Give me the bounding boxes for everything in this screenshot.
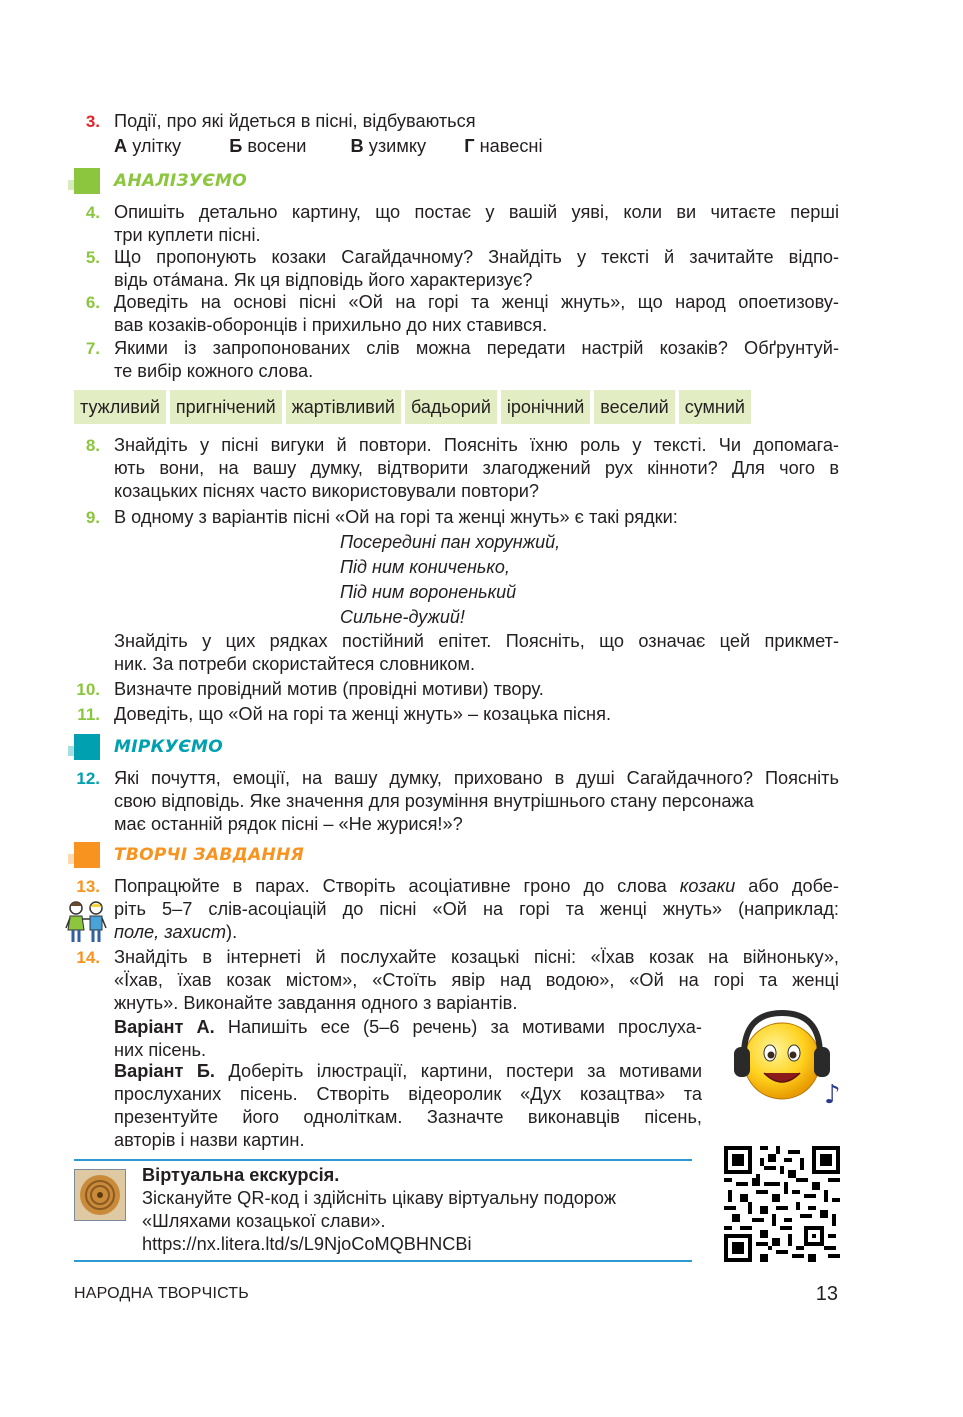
question-number: 8. [85, 436, 100, 455]
option-letter: Б [229, 136, 243, 156]
question-number: 10. [76, 680, 100, 699]
option-text: восени [247, 136, 307, 156]
excursion-title: Віртуальна екскурсія. [142, 1165, 340, 1185]
italic-word: поле, захист [114, 922, 227, 942]
option-text: узимку [368, 136, 427, 156]
variant-b-line: прослуханих пісень. Створіть відеоролик «Дух козацтва» та [114, 1084, 702, 1104]
question-number: 5. [85, 248, 100, 267]
option-text: навесні [479, 136, 543, 156]
question-number: 11. [77, 705, 100, 724]
section-header-analyze [74, 168, 247, 194]
section-title: АНАЛІЗУЄМО [114, 171, 248, 191]
question-line [114, 875, 839, 898]
footer-section-title: НАРОДНА ТВОРЧІСТЬ [74, 1285, 249, 1302]
question-line: В одному з варіантів пісні «Ой на горі та женці жнуть» є такі рядки: [114, 507, 678, 527]
question-line: Знайдіть в інтернеті й послухайте козацькі пісні: «Їхав козак на війноньку», [114, 947, 839, 967]
question-number: 4. [85, 203, 100, 222]
variant-label: Варіант Б. [114, 1061, 215, 1081]
page-number: 13 [815, 1283, 838, 1305]
question-line: жнуть». Виконайте завдання одного з варіантів. [114, 993, 518, 1013]
excursion-line: Зіскануйте QR-код і здійсніть цікаву віртуальну подорож [142, 1188, 617, 1208]
mood-word-list [74, 390, 751, 424]
mood-word: сумний [679, 390, 751, 424]
section-square-icon [74, 842, 100, 868]
question-line: «Їхав, їхав козак містом», «Стоїть явір над водою», «Ой на горі та женці [114, 970, 839, 990]
question-number: 13. [76, 877, 100, 896]
question-text: Події, про які йдеться в пісні, відбуваються [114, 111, 476, 131]
question-line: козацьких піснях часто використовували повтори? [114, 481, 539, 501]
variant-a-line [114, 1016, 702, 1039]
variant-label: Варіант А. [114, 1017, 215, 1037]
poem-line: Посередині пан хорунжий, [340, 532, 561, 552]
question-line: Визначте провідний мотив (провідні мотиви) твору. [114, 679, 544, 699]
italic-word: козаки [679, 876, 736, 896]
question-line [114, 921, 237, 944]
section-header-creative [74, 842, 304, 868]
section-square-icon [74, 734, 100, 760]
qr-code[interactable] [724, 1146, 840, 1262]
excursion-line: «Шляхами козацької слави». [142, 1211, 386, 1231]
mood-word: веселий [594, 390, 674, 424]
text-segment: Попрацюйте в парах. Створіть асоціативне гроно до слова [114, 876, 680, 896]
text-segment: або добе- [735, 876, 839, 896]
excursion-link[interactable]: https://nx.litera.ltd/s/L9NjoCoMQBHNCBi [142, 1234, 472, 1254]
poem-line: Сильне-дужий! [340, 607, 465, 627]
variant-b-line: презентуйте його одноліткам. Зазначте виконавців пісень, [114, 1107, 702, 1127]
variant-b-line [114, 1060, 702, 1083]
question-number: 7. [85, 339, 100, 358]
variant-a-line: них пісень. [114, 1040, 207, 1060]
question-line: Якими із запропонованих слів можна передати настрій козаків? Обґрунтуй- [114, 338, 839, 358]
option-letter: Г [464, 136, 475, 156]
question-line: вав козаків-оборонців і прихильно до них ставився. [114, 315, 548, 335]
option-letter: В [350, 136, 364, 156]
headphones-smiley-icon [730, 1003, 842, 1113]
svg-text:♪: ♪ [824, 1080, 841, 1110]
question-number: 3. [85, 112, 100, 131]
question-number: 9. [85, 508, 100, 527]
poem-line: Під ним вороненький [340, 582, 517, 602]
divider [74, 1159, 692, 1161]
mood-word: бадьорий [405, 390, 497, 424]
text-segment: ). [226, 922, 238, 942]
divider [74, 1260, 692, 1262]
question-line: те вибір кожного слова. [114, 361, 314, 381]
question-line: Які почуття, емоції, на вашу думку, приховано в душі Сагайдачного? Поясніть [114, 768, 839, 788]
section-square-icon [74, 168, 100, 194]
text-segment: Напишіть есе (5–6 речень) за мотивами прослуха- [214, 1017, 702, 1037]
question-line: відь ота́мана. Як ця відповідь його характеризує? [114, 270, 533, 290]
question-number: 6. [85, 293, 100, 312]
question-number: 14. [76, 948, 100, 967]
question-line: Опишіть детально картину, що постає у вашій уяві, коли ви читаєте перші [114, 202, 839, 222]
poem-line: Під ним кониченько, [340, 557, 510, 577]
mood-word: іронічний [501, 390, 590, 424]
question-line: Знайдіть у цих рядках постійний епітет. Поясніть, що означає цей прикмет- [114, 631, 839, 651]
disc-icon [74, 1169, 126, 1221]
section-header-think [74, 734, 223, 760]
question-line: Доведіть на основі пісні «Ой на горі та женці жнуть», що народ опоетизову- [114, 292, 839, 312]
pair-work-icon [64, 898, 108, 944]
mood-word: тужливий [74, 390, 166, 424]
answer-options [114, 135, 543, 158]
question-line: ник. За потреби скористайтеся словником. [114, 654, 476, 674]
question-line: має останній рядок пісні – «Не журися!»? [114, 814, 463, 834]
question-line: ють вони, на вашу думку, відтворити злагоджений рух кінноти? Для чого в [114, 458, 839, 478]
question-line: ріть 5–7 слів-асоціацій до пісні «Ой на горі та женці жнуть» (наприклад: [114, 899, 839, 919]
question-line: Доведіть, що «Ой на горі та женці жнуть» – козацька пісня. [114, 704, 611, 724]
mood-word: пригнічений [170, 390, 282, 424]
question-number: 12. [76, 769, 100, 788]
variant-b-line: авторів і назви картин. [114, 1130, 305, 1150]
option-letter: А [114, 136, 128, 156]
question-line: Що пропонують козаки Сагайдачному? Знайдіть у тексті й зачитайте відпо- [114, 247, 839, 267]
option-text: улітку [132, 136, 182, 156]
question-line: свою відповідь. Яке значення для розуміння внутрішнього стану персонажа [114, 791, 754, 811]
mood-word: жартівливий [286, 390, 401, 424]
text-segment: Доберіть ілюстрації, картини, постери за мотивами [215, 1061, 702, 1081]
question-line: Знайдіть у пісні вигуки й повтори. Поясніть їхню роль у тексті. Чи допомага- [114, 435, 839, 455]
question-line: три куплети пісні. [114, 225, 261, 245]
section-title: ТВОРЧІ ЗАВДАННЯ [114, 845, 304, 865]
section-title: МІРКУЄМО [114, 737, 223, 757]
